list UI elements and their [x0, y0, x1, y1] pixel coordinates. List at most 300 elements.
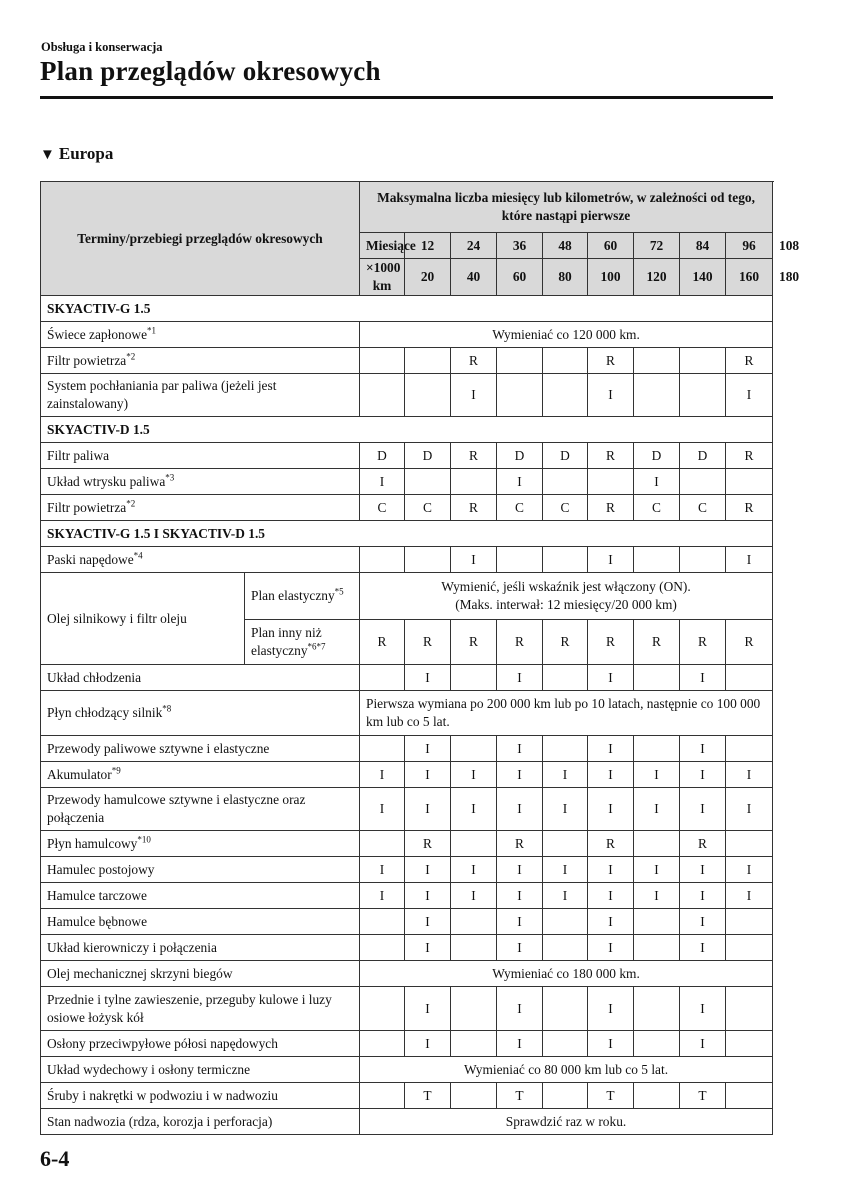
- schedule-cell: I: [588, 909, 634, 935]
- table-row: [41, 987, 773, 1031]
- schedule-cell: I: [405, 665, 451, 691]
- table-row: [41, 547, 773, 573]
- schedule-cell: I: [451, 547, 497, 573]
- month-cell: 12: [405, 233, 451, 259]
- table-row: [41, 831, 773, 857]
- schedule-cell: [360, 831, 405, 857]
- schedule-cell: D: [543, 443, 588, 469]
- schedule-cell: [634, 1083, 680, 1109]
- group-row: [41, 417, 773, 443]
- schedule-cell: I: [634, 469, 680, 495]
- schedule-cell: R: [543, 620, 588, 665]
- schedule-cell: [543, 374, 588, 417]
- row-label: [41, 691, 360, 736]
- schedule-cell: [634, 987, 680, 1031]
- footnote-ref: *1: [147, 325, 157, 336]
- schedule-cell: [634, 547, 680, 573]
- schedule-cell: [360, 1031, 405, 1057]
- group-row: [41, 296, 773, 322]
- table-row: [41, 736, 773, 762]
- schedule-cell: R: [588, 831, 634, 857]
- schedule-cell: C: [360, 495, 405, 521]
- row-label-text: Przewody paliwowe sztywne i elastyczne: [47, 740, 270, 756]
- row-label-text: Hamulce bębnowe: [47, 913, 148, 929]
- schedule-cell: [451, 909, 497, 935]
- row-label: [41, 495, 360, 521]
- schedule-cell: R: [588, 620, 634, 665]
- footnote-ref: *6*7: [307, 641, 326, 652]
- row-label-text: Stan nadwozia (rdza, korozja i perforacja): [47, 1113, 273, 1129]
- schedule-cell: [360, 935, 405, 961]
- triangle-down-icon: ▼: [40, 147, 55, 163]
- km-cell: 20: [405, 259, 451, 296]
- schedule-cell: [726, 909, 773, 935]
- schedule-cell: I: [497, 788, 543, 831]
- table-row: [41, 762, 773, 788]
- schedule-cell: C: [405, 495, 451, 521]
- km-cell: 160: [726, 259, 773, 296]
- row-label: [41, 788, 360, 831]
- schedule-cell: R: [360, 620, 405, 665]
- schedule-cell: I: [543, 857, 588, 883]
- footnote-ref: *2: [126, 498, 136, 509]
- schedule-cell: I: [360, 883, 405, 909]
- schedule-cell: [726, 736, 773, 762]
- maintenance-schedule-table: [40, 181, 800, 1135]
- schedule-cell: I: [451, 374, 497, 417]
- schedule-cell: I: [680, 909, 726, 935]
- span-cell: Wymieniać co 120 000 km.: [360, 322, 773, 348]
- row-label: [41, 1109, 360, 1135]
- row-label: Olej silnikowy i filtr oleju: [41, 573, 245, 665]
- table-row: [41, 935, 773, 961]
- schedule-cell: [405, 547, 451, 573]
- schedule-cell: [497, 348, 543, 374]
- schedule-cell: [726, 1031, 773, 1057]
- row-label-text: Układ wydechowy i osłony termiczne: [47, 1061, 251, 1077]
- table-row: [41, 573, 773, 620]
- schedule-cell: R: [726, 620, 773, 665]
- row-label: [41, 762, 360, 788]
- schedule-cell: [680, 348, 726, 374]
- schedule-cell: I: [726, 857, 773, 883]
- schedule-cell: [360, 665, 405, 691]
- header-left-cell: Terminy/przebiegi przeglądów okresowych: [41, 182, 360, 296]
- schedule-cell: I: [405, 1031, 451, 1057]
- schedule-cell: R: [680, 620, 726, 665]
- schedule-cell: D: [634, 443, 680, 469]
- schedule-cell: I: [405, 883, 451, 909]
- span-cell: Pierwsza wymiana po 200 000 km lub po 10 latach, następnie co 100 000 km lub co 5 lat.: [360, 691, 773, 736]
- schedule-cell: [726, 469, 773, 495]
- footnote-ref: *10: [137, 834, 151, 845]
- schedule-cell: [634, 736, 680, 762]
- table-row: [41, 961, 773, 987]
- page-title: Plan przeglądów okresowych: [40, 56, 381, 86]
- schedule-cell: I: [588, 935, 634, 961]
- schedule-cell: I: [726, 762, 773, 788]
- schedule-cell: I: [497, 987, 543, 1031]
- schedule-cell: [451, 935, 497, 961]
- schedule-cell: [543, 547, 588, 573]
- row-label-text: Akumulator: [47, 766, 112, 782]
- schedule-cell: R: [726, 348, 773, 374]
- schedule-cell: I: [497, 883, 543, 909]
- schedule-cell: I: [588, 857, 634, 883]
- sub-label-flexible: [245, 573, 360, 620]
- schedule-cell: [451, 831, 497, 857]
- schedule-cell: [634, 909, 680, 935]
- row-label: [41, 935, 360, 961]
- schedule-cell: [360, 374, 405, 417]
- row-label-text: Filtr paliwa: [47, 447, 110, 463]
- header-row: [41, 182, 773, 233]
- table-row: [41, 469, 773, 495]
- schedule-cell: I: [543, 788, 588, 831]
- row-label: [41, 348, 360, 374]
- schedule-cell: [634, 1031, 680, 1057]
- month-cell: 36: [497, 233, 543, 259]
- schedule-cell: [543, 1031, 588, 1057]
- schedule-cell: I: [634, 762, 680, 788]
- row-label-text: Olej mechanicznej skrzyni biegów: [47, 965, 233, 981]
- schedule-cell: [360, 987, 405, 1031]
- region-subheading: [40, 144, 113, 164]
- row-label-text: System pochłaniania par paliwa (jeżeli jest zainstalowany): [47, 378, 277, 411]
- schedule-cell: T: [588, 1083, 634, 1109]
- schedule-cell: [726, 831, 773, 857]
- schedule-cell: C: [634, 495, 680, 521]
- row-label-text: Śruby i nakrętki w podwoziu i w nadwoziu: [47, 1087, 278, 1103]
- schedule-cell: I: [588, 374, 634, 417]
- km-label: ×1000 km: [360, 259, 405, 296]
- schedule-cell: [543, 909, 588, 935]
- schedule-cell: [588, 469, 634, 495]
- schedule-cell: [680, 469, 726, 495]
- schedule-cell: R: [451, 348, 497, 374]
- footnote-ref: *3: [165, 472, 175, 483]
- table-row: [41, 322, 773, 348]
- schedule-cell: [634, 831, 680, 857]
- schedule-cell: C: [497, 495, 543, 521]
- schedule-cell: [360, 736, 405, 762]
- schedule-cell: I: [405, 909, 451, 935]
- schedule-cell: I: [634, 857, 680, 883]
- table-row: [41, 691, 773, 736]
- schedule-cell: I: [680, 857, 726, 883]
- sub-label-text: Plan elastyczny: [251, 588, 335, 603]
- schedule-cell: [360, 909, 405, 935]
- schedule-cell: R: [634, 620, 680, 665]
- schedule-cell: [680, 374, 726, 417]
- schedule-cell: R: [451, 495, 497, 521]
- schedule-cell: I: [543, 762, 588, 788]
- schedule-cell: I: [497, 1031, 543, 1057]
- row-label-text: Paski napędowe: [47, 551, 134, 567]
- schedule-cell: I: [360, 857, 405, 883]
- schedule-cell: [451, 1031, 497, 1057]
- schedule-cell: I: [405, 857, 451, 883]
- row-label: [41, 987, 360, 1031]
- table-row: [41, 857, 773, 883]
- schedule-cell: [726, 935, 773, 961]
- schedule-cell: R: [588, 348, 634, 374]
- schedule-cell: I: [588, 788, 634, 831]
- schedule-cell: [451, 469, 497, 495]
- schedule-cell: [726, 1083, 773, 1109]
- table-row: [41, 495, 773, 521]
- schedule-cell: [497, 374, 543, 417]
- schedule-cell: I: [405, 762, 451, 788]
- schedule-cell: [405, 374, 451, 417]
- schedule-cell: I: [497, 762, 543, 788]
- row-label-text: Układ chłodzenia: [47, 669, 142, 685]
- schedule-cell: R: [405, 831, 451, 857]
- row-label: [41, 909, 360, 935]
- table-row: [41, 443, 773, 469]
- schedule-cell: I: [680, 1031, 726, 1057]
- schedule-cell: C: [543, 495, 588, 521]
- schedule-cell: R: [497, 831, 543, 857]
- schedule-cell: [451, 987, 497, 1031]
- span-line-1: Wymienić, jeśli wskaźnik jest włączony (ON).: [441, 579, 691, 594]
- group-row: [41, 521, 773, 547]
- schedule-cell: R: [451, 620, 497, 665]
- schedule-cell: I: [588, 883, 634, 909]
- schedule-cell: I: [405, 935, 451, 961]
- schedule-cell: I: [405, 788, 451, 831]
- schedule-cell: [543, 348, 588, 374]
- schedule-cell: I: [451, 857, 497, 883]
- schedule-cell: [451, 1083, 497, 1109]
- row-label: [41, 961, 360, 987]
- row-label: [41, 1031, 360, 1057]
- schedule-cell: I: [726, 788, 773, 831]
- sub-label-fixed: [245, 620, 360, 665]
- schedule-cell: D: [680, 443, 726, 469]
- schedule-cell: I: [543, 883, 588, 909]
- table-row: [41, 788, 773, 831]
- footnote-ref: *8: [162, 703, 172, 714]
- schedule-cell: I: [680, 883, 726, 909]
- schedule-cell: R: [451, 443, 497, 469]
- row-label: [41, 547, 360, 573]
- schedule-cell: I: [726, 374, 773, 417]
- schedule-cell: I: [680, 935, 726, 961]
- schedule-cell: I: [680, 665, 726, 691]
- schedule-cell: I: [588, 665, 634, 691]
- row-label-text: Układ kierowniczy i połączenia: [47, 939, 217, 955]
- schedule-cell: [726, 665, 773, 691]
- row-label-text: Filtr powietrza: [47, 499, 127, 515]
- schedule-cell: [451, 665, 497, 691]
- schedule-cell: [451, 736, 497, 762]
- row-label-text: Układ wtrysku paliwa: [47, 473, 166, 489]
- schedule-cell: [634, 935, 680, 961]
- group-header: SKYACTIV-D 1.5: [41, 417, 773, 443]
- schedule-cell: D: [360, 443, 405, 469]
- schedule-cell: [405, 469, 451, 495]
- table-row: [41, 1031, 773, 1057]
- group-header: SKYACTIV-G 1.5 I SKYACTIV-D 1.5: [41, 521, 773, 547]
- row-label-text: Hamulec postojowy: [47, 861, 155, 877]
- schedule-cell: R: [497, 620, 543, 665]
- row-label: [41, 857, 360, 883]
- row-label: [41, 469, 360, 495]
- month-cell: 60: [588, 233, 634, 259]
- schedule-cell: I: [726, 547, 773, 573]
- row-label-text: Płyn hamulcowy: [47, 835, 138, 851]
- footnote-ref: *2: [126, 351, 136, 362]
- row-label: [41, 831, 360, 857]
- schedule-cell: [634, 348, 680, 374]
- schedule-cell: I: [360, 762, 405, 788]
- schedule-cell: R: [726, 443, 773, 469]
- schedule-cell: [543, 935, 588, 961]
- km-cell: 60: [497, 259, 543, 296]
- row-label-text: Płyn chłodzący silnik: [47, 705, 163, 720]
- month-cell: 48: [543, 233, 588, 259]
- schedule-cell: R: [588, 495, 634, 521]
- span-cell: Sprawdzić raz w roku.: [360, 1109, 773, 1135]
- schedule-cell: [543, 736, 588, 762]
- schedule-cell: [680, 547, 726, 573]
- schedule-cell: [543, 987, 588, 1031]
- table-row: [41, 883, 773, 909]
- schedule-cell: I: [497, 935, 543, 961]
- footnote-ref: *4: [133, 550, 143, 561]
- row-label: [41, 883, 360, 909]
- row-label-text: Przewody hamulcowe sztywne i elastyczne oraz połączenia: [47, 792, 306, 825]
- title-divider: [40, 96, 773, 99]
- row-label: [41, 322, 360, 348]
- schedule-cell: I: [680, 987, 726, 1031]
- schedule-cell: I: [497, 909, 543, 935]
- row-label: [41, 665, 360, 691]
- row-label-text: Świece zapłonowe: [47, 326, 148, 342]
- schedule-cell: I: [405, 987, 451, 1031]
- table-row: [41, 1083, 773, 1109]
- schedule-cell: D: [497, 443, 543, 469]
- group-header: SKYACTIV-G 1.5: [41, 296, 773, 322]
- schedule-cell: I: [588, 762, 634, 788]
- schedule-cell: I: [588, 1031, 634, 1057]
- km-cell: 120: [634, 259, 680, 296]
- schedule-cell: I: [680, 762, 726, 788]
- schedule-cell: I: [497, 857, 543, 883]
- schedule-cell: T: [680, 1083, 726, 1109]
- km-cell: 140: [680, 259, 726, 296]
- schedule-cell: R: [405, 620, 451, 665]
- schedule-cell: I: [588, 987, 634, 1031]
- schedule-cell: [634, 665, 680, 691]
- schedule-cell: I: [451, 788, 497, 831]
- table-row: [41, 909, 773, 935]
- schedule-cell: [405, 348, 451, 374]
- schedule-cell: R: [680, 831, 726, 857]
- footnote-ref: *5: [334, 586, 344, 597]
- schedule-cell: [360, 547, 405, 573]
- table-row: [41, 374, 773, 417]
- schedule-cell: I: [497, 469, 543, 495]
- footnote-ref: *9: [111, 765, 121, 776]
- month-cell: 24: [451, 233, 497, 259]
- row-label-text: Hamulce tarczowe: [47, 887, 147, 903]
- km-cell: 80: [543, 259, 588, 296]
- row-label: [41, 374, 360, 417]
- row-label-text: Przednie i tylne zawieszenie, przeguby kulowe i luzy osiowe łożysk kół: [47, 991, 332, 1025]
- schedule-cell: [726, 987, 773, 1031]
- row-label-text: Filtr powietrza: [47, 352, 127, 368]
- header-top-cell: Maksymalna liczba miesięcy lub kilometrów, w zależności od tego, które nastąpi pierwsze: [360, 182, 773, 233]
- schedule-cell: R: [726, 495, 773, 521]
- schedule-cell: T: [405, 1083, 451, 1109]
- schedule-cell: [543, 665, 588, 691]
- months-label: Miesiące: [360, 233, 405, 259]
- span-cell: Wymieniać co 180 000 km.: [360, 961, 773, 987]
- schedule-cell: [543, 831, 588, 857]
- schedule-cell: [634, 374, 680, 417]
- row-label-text: Osłony przeciwpyłowe półosi napędowych: [47, 1035, 278, 1051]
- page-number: 6-4: [40, 1146, 70, 1171]
- km-cell: 40: [451, 259, 497, 296]
- region-label: Europa: [58, 144, 114, 163]
- km-cell: 100: [588, 259, 634, 296]
- section-label: Obsługa i konserwacja: [41, 40, 163, 54]
- row-label: [41, 1057, 360, 1083]
- schedule-cell: [543, 1083, 588, 1109]
- schedule-cell: I: [726, 883, 773, 909]
- schedule-cell: I: [634, 883, 680, 909]
- schedule-cell: I: [634, 788, 680, 831]
- schedule-cell: T: [497, 1083, 543, 1109]
- month-cell: 72: [634, 233, 680, 259]
- span-line-2: (Maks. interwał: 12 miesięcy/20 000 km): [455, 597, 677, 612]
- schedule-cell: C: [680, 495, 726, 521]
- schedule-cell: I: [405, 736, 451, 762]
- schedule-cell: I: [451, 883, 497, 909]
- row-label: [41, 736, 360, 762]
- table-row: [41, 1057, 773, 1083]
- schedule-cell: D: [405, 443, 451, 469]
- km-row: ×1000 km 20 40 60 80 100 120 140 160 180: [41, 259, 773, 296]
- row-label: [41, 1083, 360, 1109]
- month-cell: 96: [726, 233, 773, 259]
- schedule-cell: I: [680, 736, 726, 762]
- schedule-cell: I: [497, 736, 543, 762]
- table-row: [41, 348, 773, 374]
- schedule-cell: [497, 547, 543, 573]
- schedule-cell: [543, 469, 588, 495]
- schedule-cell: I: [497, 665, 543, 691]
- schedule-cell: I: [360, 788, 405, 831]
- schedule-cell: R: [588, 443, 634, 469]
- months-row: Miesiące 12 24 36 48 60 72 84 96 108: [41, 233, 773, 259]
- schedule-cell: I: [680, 788, 726, 831]
- schedule-cell: [360, 348, 405, 374]
- span-cell: Wymieniać co 80 000 km lub co 5 lat.: [360, 1057, 773, 1083]
- schedule-cell: I: [360, 469, 405, 495]
- schedule-cell: I: [588, 736, 634, 762]
- schedule-cell: I: [588, 547, 634, 573]
- sub-label-text: Plan inny niż elastyczny: [251, 625, 322, 658]
- table-row: [41, 1109, 773, 1135]
- table-row: [41, 665, 773, 691]
- schedule-cell: [360, 1083, 405, 1109]
- month-cell: 84: [680, 233, 726, 259]
- schedule-cell: I: [451, 762, 497, 788]
- row-label: [41, 443, 360, 469]
